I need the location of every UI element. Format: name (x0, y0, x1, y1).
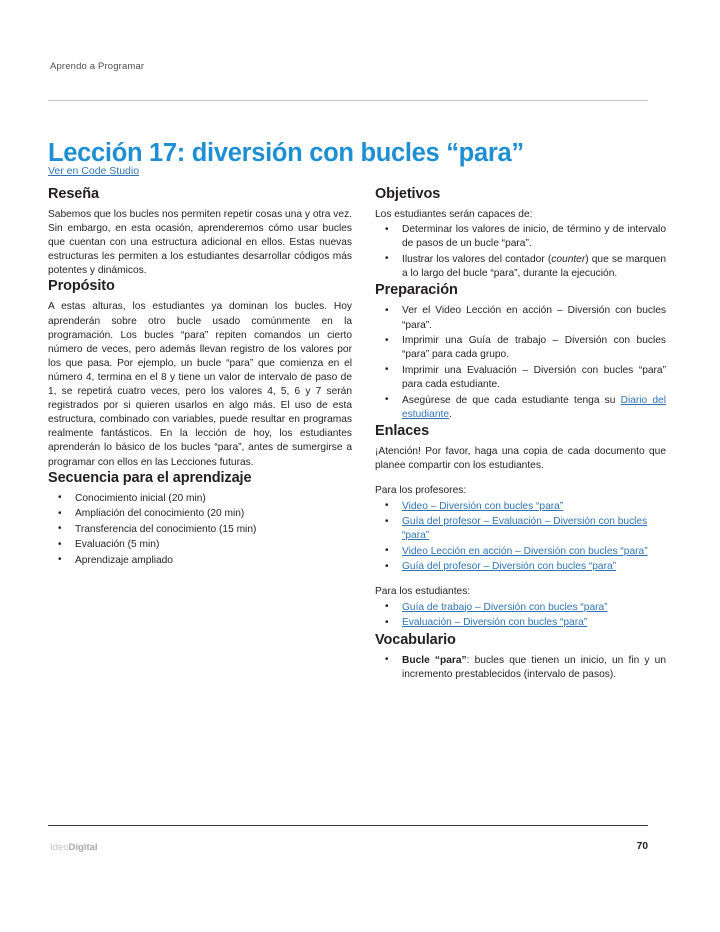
running-head: Aprendo a Programar (50, 61, 145, 72)
secuencia-list (48, 492, 352, 568)
list-item (375, 223, 666, 251)
vocabulary-definition: : bucles que tienen un inicio, un fin y un incremento prestablecidos (intervalo de pasos). (402, 654, 667, 680)
student-links-list (375, 601, 666, 631)
list-item (375, 500, 666, 514)
left-column (48, 186, 352, 570)
preparacion-list (375, 304, 666, 421)
list-item: • Aprendizaje ampliado (48, 554, 352, 568)
list-item: • Ver el Video Lección en acción – Diversión con bucles “para”. (375, 304, 666, 332)
section-heading-enlaces: Enlaces (375, 423, 430, 440)
proposito-paragraph: A estas alturas, los estudiantes ya dominan los bucles. Hoy aprenderán sobre otro bucle usado comúnmente en la programación. Los bucles “para” repiten comandos un cierto número de veces, pero además llevan registro de los valores por los que pasa. Por ejemplo, un bucle “para” que comienza en el número 4, termina en el 8 y tiene un valor de intervalo de paso de 1, se repetirá cuatro veces, pero los valores 4, 5, 6 y 7 serán registrados por si quieren usarlos en algo más. El uso de esta estructura, combinado con variables, puede resultar en programas realmente fantásticos. En la lección de hoy, los estudiantes aprenderán lo básico de los bucles “para”, antes de sumergirse a programar con ellos en las Lecciones futuras. (48, 301, 352, 468)
footer-logo-part1: Ideo (50, 842, 69, 853)
enlaces-teachers-label: Para los profesores: (375, 485, 467, 497)
objetivo-text: Ilustrar los valores del contador ( (402, 253, 552, 265)
preparacion-text-cont: . (449, 408, 452, 420)
objetivo-text-cont: ) que se marquen a lo largo del bucle “para”, durante la ejecución. (402, 253, 666, 279)
page-title: Lección 17: diversión con bucles “para” (48, 139, 524, 168)
vocabulary-term: Bucle “para” (402, 654, 467, 666)
list-item (375, 394, 666, 422)
section-heading-objetivos: Objetivos (375, 186, 441, 202)
objetivo-italic-term: counter (551, 253, 586, 265)
objetivo-text: Determinar los valores de inicio, de término y de intervalo de pasos de un bucle “para”. (402, 224, 666, 250)
footer-logo-part2: Digital (68, 842, 98, 853)
list-item (375, 560, 666, 574)
student-link[interactable]: Evaluación – Diversión con bucles “para” (402, 617, 588, 629)
diario-del-estudiante-link[interactable]: Diario del estudiante (402, 394, 666, 420)
page-number: 70 (636, 841, 648, 852)
list-item (375, 616, 666, 630)
student-link[interactable]: Guía de trabajo – Diversión con bucles “para” (402, 601, 608, 613)
objetivos-lead: Los estudiantes serán capaces de: (375, 209, 533, 220)
section-heading-proposito: Propósito (48, 278, 115, 295)
enlaces-students-label: Para los estudiantes: (375, 586, 471, 598)
teacher-links-list (375, 500, 666, 575)
header-divider (48, 100, 648, 101)
footer-logo (50, 842, 98, 853)
list-item: • Imprimir una Evaluación – Diversión con bucles “para” para cada estudiante. (375, 364, 666, 392)
teacher-link[interactable]: Guía del profesor – Diversión con bucles “para” (402, 561, 617, 573)
section-heading-resena: Reseña (48, 186, 99, 202)
list-item (375, 253, 666, 281)
list-item: • Transferencia del conocimiento (15 min) (48, 523, 352, 537)
section-heading-vocabulario: Vocabulario (375, 631, 456, 648)
resena-paragraph: Sabemos que los bucles nos permiten repetir cosas una y otra vez. Sin embargo, en esta ocasión, aprenderemos cómo usar bucles que cuentan con una estructura adicional en ellos. Estas nuevas estructuras les permiten a los estudiantes desarrollar códigos más potentes y dinámicos. (48, 209, 352, 277)
objetivos-list (375, 223, 666, 281)
right-column (375, 186, 666, 683)
teacher-link[interactable]: Guía del profesor – Evaluación – Diversión con bucles “para” (402, 516, 648, 542)
footer-divider (48, 825, 648, 826)
enlaces-note: ¡Atención! Por favor, haga una copia de cada documento que planee compartir con los estudiantes. (375, 446, 666, 472)
section-heading-secuencia: Secuencia para el aprendizaje (48, 469, 252, 486)
section-heading-preparacion: Preparación (375, 282, 458, 299)
list-item (375, 601, 666, 615)
preparacion-text: Asegúrese de que cada estudiante tenga su (402, 394, 621, 406)
list-item (375, 654, 666, 682)
list-item: • Imprimir una Guía de trabajo – Diversión con bucles “para” para cada grupo. (375, 334, 666, 362)
code-studio-link[interactable]: Ver en Code Studio (48, 165, 140, 177)
vocabulario-list (375, 654, 666, 682)
list-item (375, 515, 666, 543)
list-item: • Ampliación del conocimiento (20 min) (48, 507, 352, 521)
list-item: • Conocimiento inicial (20 min) (48, 492, 352, 506)
list-item: • Evaluación (5 min) (48, 538, 352, 552)
teacher-link[interactable]: Video Lección en acción – Diversión con bucles “para” (402, 545, 648, 557)
teacher-link[interactable]: Video – Diversión con bucles “para” (402, 500, 564, 512)
list-item (375, 545, 666, 559)
